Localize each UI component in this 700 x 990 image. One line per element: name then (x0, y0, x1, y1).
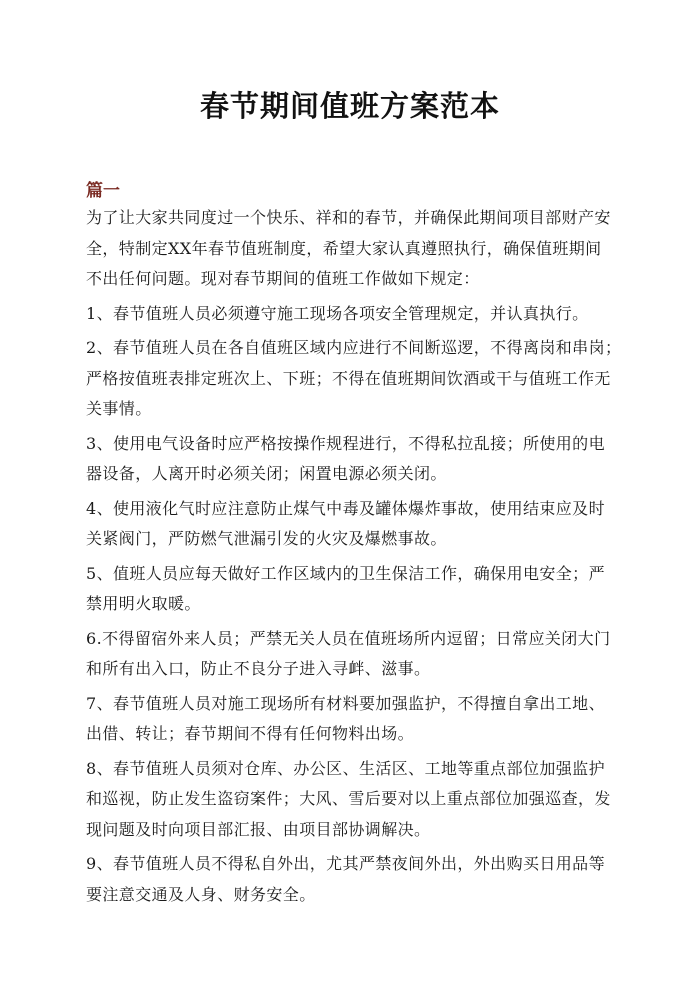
text-line: 和巡视，防止发生盗窃案件；大风、雪后要对以上重点部位加强巡查，发 (86, 789, 611, 808)
text-line: 6.不得留宿外来人员；严禁无关人员在值班场所内逗留；日常应关闭大门 (86, 628, 611, 648)
paragraph-rule-8 (86, 754, 622, 846)
text-line: 9、春节值班人员不得私自外出，尤其严禁夜间外出，外出购买日用品等 (86, 854, 605, 873)
text-line: 8、春节值班人员须对仓库、办公区、生活区、工地等重点部位加强监护 (86, 758, 605, 778)
paragraph-rule-2 (86, 333, 622, 425)
text-line: 为了让大家共同度过一个快乐、祥和的春节，并确保此期间项目部财产安 (86, 208, 611, 227)
paragraph-rule-4 (86, 494, 622, 555)
text-line: 现问题及时向项目部汇报、由项目部协调解决。 (86, 819, 431, 839)
text-line: 关紧阀门，严防燃气泄漏引发的火灾及爆燃事故。 (86, 529, 447, 548)
paragraph-rule-5 (86, 559, 622, 620)
text-line: 3、使用电气设备时应严格按操作规程进行，不得私拉乱接；所使用的电 (86, 433, 605, 453)
text-line: 5、值班人员应每天做好工作区域内的卫生保洁工作，确保用电安全；严 (86, 563, 605, 583)
text-line: 出借、转让；春节期间不得有任何物料出场。 (86, 724, 415, 743)
text-line: 4、使用液化气时应注意防止煤气中毒及罐体爆炸事故，使用结束应及时 (86, 498, 605, 518)
text-line: 和所有出入口，防止不良分子进入寻衅、滋事。 (86, 659, 431, 678)
paragraph-rule-6 (86, 624, 622, 685)
paragraph-rule-1 (86, 299, 622, 330)
text-line: 2、春节值班人员在各自值班区域内应进行不间断巡逻，不得离岗和串岗； (86, 338, 622, 357)
text-line: 1、春节值班人员必须遵守施工现场各项安全管理规定，并认真执行。 (86, 303, 589, 323)
text-line: 禁用明火取暖。 (86, 594, 201, 613)
text-line: 器设备，人离开时必须关闭；闲置电源必须关闭。 (86, 464, 447, 483)
text-line: 关事情。 (86, 399, 152, 418)
paragraph-rule-7 (86, 689, 622, 750)
paragraph-intro (86, 203, 622, 295)
paragraph-rule-9 (86, 849, 622, 910)
text-line: 全，特制定XX年春节值班制度，希望大家认真遵照执行，确保值班期间 (86, 238, 602, 258)
document-title: 春节期间值班方案范本 (199, 89, 500, 123)
text-line: 7、春节值班人员对施工现场所有材料要加强监护，不得擅自拿出工地、 (86, 693, 605, 713)
document-body (86, 203, 622, 910)
text-line: 要注意交通及人身、财务安全。 (86, 884, 316, 904)
text-line: 不出任何问题。现对春节期间的值班工作做如下规定： (86, 269, 480, 288)
section-heading: 篇一 (86, 181, 120, 201)
text-line: 严格按值班表排定班次上、下班；不得在值班期间饮酒或干与值班工作无 (86, 368, 611, 388)
paragraph-rule-3 (86, 429, 622, 490)
